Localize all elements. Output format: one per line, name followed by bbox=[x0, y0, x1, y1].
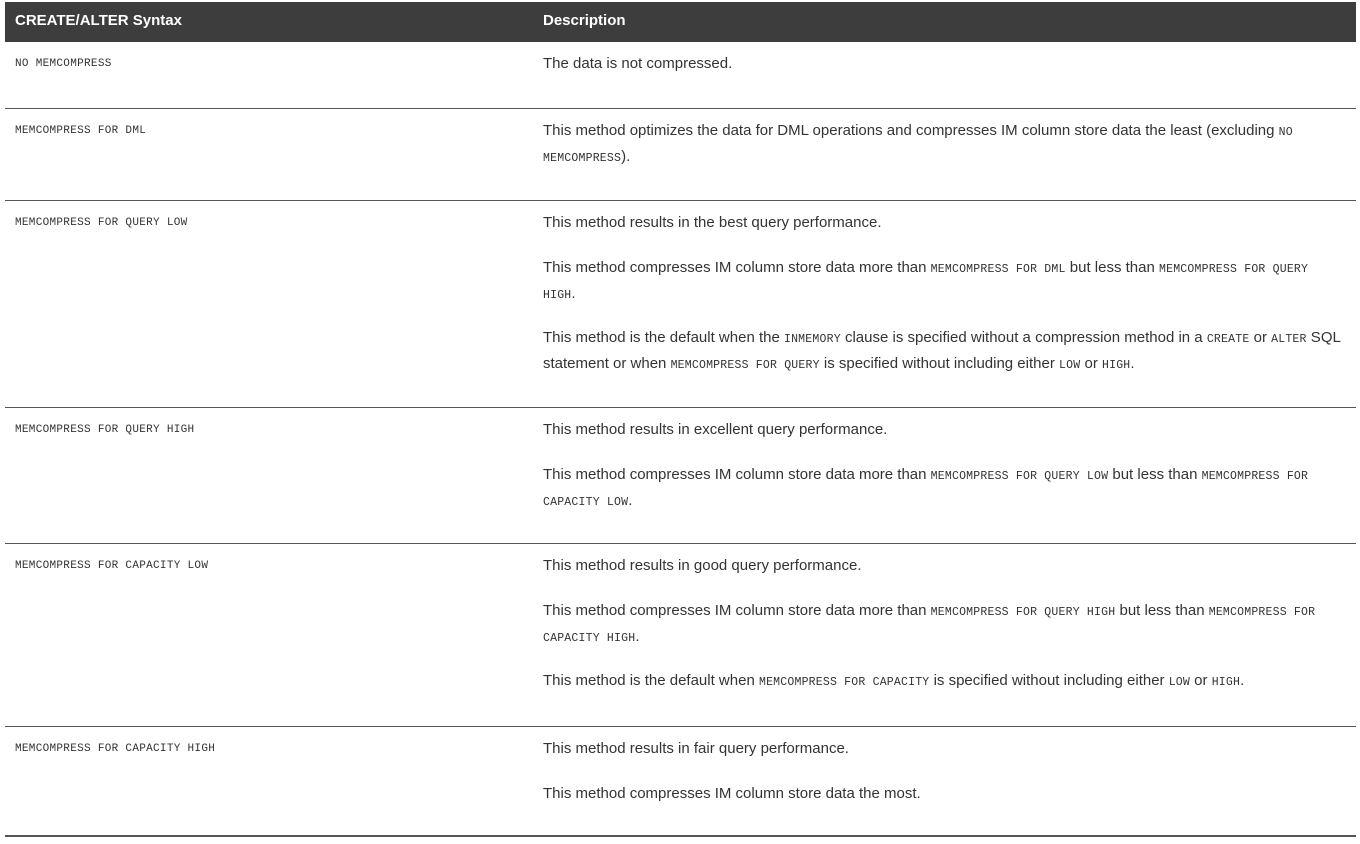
description-text: . bbox=[628, 492, 633, 509]
description-paragraph bbox=[543, 52, 1343, 76]
description-text: SQL statement or when bbox=[543, 329, 1341, 372]
inline-code: MEMCOMPRESS FOR QUERY LOW bbox=[930, 470, 1109, 483]
description-text: This method optimizes the data for DML operations and compresses IM column store data the least (excluding bbox=[543, 122, 1279, 139]
description-text: but less than bbox=[1065, 259, 1159, 276]
description-column-header: Description bbox=[543, 12, 626, 29]
table-row bbox=[5, 201, 1356, 408]
description-text: but less than bbox=[1108, 466, 1202, 483]
description-paragraph bbox=[543, 737, 1343, 761]
inline-code: MEMCOMPRESS FOR DML bbox=[930, 263, 1066, 276]
syntax-cell: MEMCOMPRESS FOR CAPACITY HIGH bbox=[15, 743, 216, 755]
inline-code: MEMCOMPRESS FOR QUERY HIGH bbox=[543, 263, 1309, 302]
inline-code: MEMCOMPRESS bbox=[543, 152, 622, 165]
table-row bbox=[5, 408, 1356, 544]
syntax-cell: NO MEMCOMPRESS bbox=[15, 58, 112, 70]
description-text: The data is not compressed. bbox=[543, 55, 733, 72]
inline-code: MEMCOMPRESS FOR CAPACITY HIGH bbox=[543, 606, 1316, 645]
table-row bbox=[5, 42, 1356, 109]
syntax-cell: MEMCOMPRESS FOR DML bbox=[15, 125, 147, 137]
inline-code: LOW bbox=[1059, 359, 1081, 372]
description-paragraph bbox=[543, 669, 1343, 695]
description-text: This method is the default when bbox=[543, 672, 759, 689]
inline-code: MEMCOMPRESS FOR CAPACITY LOW bbox=[543, 470, 1309, 509]
inline-code: INMEMORY bbox=[783, 333, 841, 346]
description-text: This method compresses IM column store data more than bbox=[543, 466, 931, 483]
description-text: is specified without including either bbox=[819, 355, 1059, 372]
description-text: This method is the default when the bbox=[543, 329, 784, 346]
inline-code: CREATE bbox=[1206, 333, 1250, 346]
description-text: This method compresses IM column store data the most. bbox=[543, 785, 921, 802]
inline-code: HIGH bbox=[1102, 359, 1131, 372]
inline-code: MEMCOMPRESS FOR CAPACITY bbox=[758, 676, 930, 689]
compression-methods-table bbox=[5, 2, 1356, 837]
description-text: or bbox=[1080, 355, 1102, 372]
inline-code: LOW bbox=[1168, 676, 1191, 689]
syntax-cell: MEMCOMPRESS FOR QUERY HIGH bbox=[15, 424, 195, 436]
table-body bbox=[5, 42, 1356, 837]
description-text: . bbox=[635, 628, 640, 645]
inline-code: ALTER bbox=[1271, 333, 1307, 346]
description-text: but less than bbox=[1115, 602, 1209, 619]
description-paragraph bbox=[543, 326, 1343, 378]
syntax-cell: MEMCOMPRESS FOR CAPACITY LOW bbox=[15, 560, 209, 572]
syntax-column-header: CREATE/ALTER Syntax bbox=[15, 12, 182, 29]
description-text: . bbox=[1130, 355, 1135, 372]
description-text: . bbox=[1240, 672, 1245, 689]
description-text: . bbox=[571, 285, 576, 302]
inline-code: MEMCOMPRESS FOR QUERY HIGH bbox=[930, 606, 1116, 619]
table-header bbox=[5, 2, 1356, 42]
inline-code: NO bbox=[1278, 126, 1293, 139]
description-text: This method results in excellent query performance. bbox=[543, 421, 888, 438]
description-text: This method compresses IM column store data more than bbox=[543, 602, 931, 619]
description-paragraph bbox=[543, 119, 1343, 171]
description-text: This method results in fair query performance. bbox=[543, 740, 849, 757]
description-paragraph bbox=[543, 256, 1343, 308]
description-text: or bbox=[1249, 329, 1272, 346]
description-paragraph bbox=[543, 782, 1343, 806]
table-row bbox=[5, 109, 1356, 201]
table-row bbox=[5, 727, 1356, 837]
description-paragraph bbox=[543, 418, 1343, 442]
description-text: or bbox=[1190, 672, 1212, 689]
description-paragraph bbox=[543, 211, 1343, 235]
inline-code: MEMCOMPRESS FOR QUERY bbox=[670, 359, 820, 372]
description-paragraph bbox=[543, 599, 1343, 651]
description-paragraph bbox=[543, 554, 1343, 578]
table-row bbox=[5, 544, 1356, 727]
description-paragraph bbox=[543, 463, 1343, 515]
description-text: ). bbox=[621, 148, 631, 165]
syntax-cell: MEMCOMPRESS FOR QUERY LOW bbox=[15, 217, 188, 229]
description-text: clause is specified without a compression method in a bbox=[840, 329, 1207, 346]
description-text: This method results in good query performance. bbox=[543, 557, 862, 574]
inline-code: HIGH bbox=[1211, 676, 1241, 689]
description-text: is specified without including either bbox=[929, 672, 1169, 689]
description-text: This method results in the best query performance. bbox=[543, 214, 882, 231]
description-text: This method compresses IM column store data more than bbox=[543, 259, 931, 276]
